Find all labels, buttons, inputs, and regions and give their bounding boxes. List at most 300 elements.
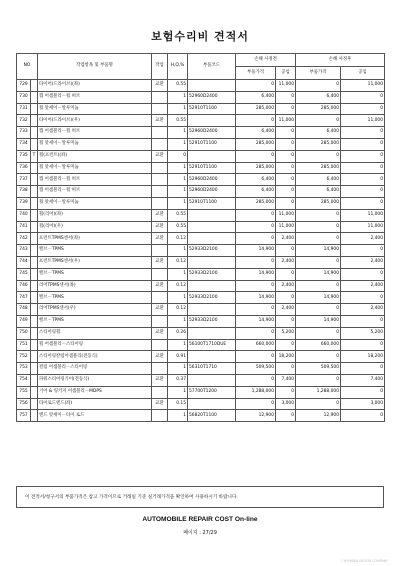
cell-item: 휠 앗세이－알루미늄 (38, 103, 152, 115)
cell-lb: 5,200 (276, 327, 296, 339)
cell-pa: 0 (296, 80, 341, 92)
cell-pa: 0 (296, 398, 341, 410)
cell-pa: 285,000 (296, 103, 341, 115)
cell-item: 밸브－TPMS (38, 315, 152, 327)
cell-hq: 1 (168, 162, 188, 174)
cell-pb: 6,400 (236, 91, 276, 103)
cell-no: 744 (17, 256, 31, 268)
cell-pa: 285,000 (296, 197, 341, 209)
cell-work: 교환 (152, 150, 168, 162)
cell-no: 735 (17, 150, 31, 162)
cell-code: 52960D2400 (188, 91, 236, 103)
cell-la: 5,200 (341, 327, 385, 339)
cell-no: 741 (17, 221, 31, 233)
cell-work (152, 138, 168, 150)
cell-no: 742 (17, 233, 31, 245)
cell-item: 휠 앗세이－알루미늄 (38, 162, 152, 174)
cell-mark (31, 221, 38, 233)
cell-pb: 285,000 (236, 162, 276, 174)
cell-hq: 0.12 (168, 280, 188, 292)
cell-lb: 0 (276, 150, 296, 162)
cell-item: 캡 어셈블리－휠 허브 (38, 174, 152, 186)
cell-hq: 1 (168, 339, 188, 351)
table-row (17, 280, 385, 292)
cell-pa: 12,900 (296, 410, 341, 422)
estimate-table (16, 53, 385, 422)
cell-la: 11,000 (341, 221, 385, 233)
table-row (17, 186, 385, 198)
cell-pb: 0 (236, 150, 276, 162)
cell-work (152, 292, 168, 304)
cell-lb: 0 (276, 339, 296, 351)
table-row (17, 127, 385, 139)
table-row (17, 327, 385, 339)
cell-hq: 1 (168, 292, 188, 304)
cell-la: 0 (341, 174, 385, 186)
table-row (17, 351, 385, 363)
cell-code (188, 209, 236, 221)
cell-pa: 14,900 (296, 292, 341, 304)
cell-lb: 0 (276, 268, 296, 280)
cell-code (188, 327, 236, 339)
table-row (17, 174, 385, 186)
table-row (17, 363, 385, 375)
cell-pa: 0 (296, 280, 341, 292)
cell-item: 타이로드엔드(좌) (38, 398, 152, 410)
watermark: ⓒHYUNDAI MOTOR COMPANY (340, 559, 388, 563)
cell-item: 컬럼 어셈블리－스티어링 (38, 363, 152, 375)
cell-lb: 0 (276, 315, 296, 327)
cell-work (152, 91, 168, 103)
table-row (17, 197, 385, 209)
cell-code: 52933D2100 (188, 292, 236, 304)
cell-work: 교환 (152, 256, 168, 268)
cell-code (188, 351, 236, 363)
cell-pb: 0 (236, 80, 276, 92)
cell-code (188, 150, 236, 162)
cell-hq: 1 (168, 197, 188, 209)
cell-code: 52910T1100 (188, 138, 236, 150)
cell-lb: 0 (276, 410, 296, 422)
cell-pb: 0 (236, 221, 276, 233)
cell-item: 휠(리어)(좌) (38, 209, 152, 221)
table-row (17, 138, 385, 150)
cell-pa: 509,500 (296, 363, 341, 375)
cell-mark (31, 363, 38, 375)
cell-work (152, 197, 168, 209)
cell-lb: 11,000 (276, 209, 296, 221)
cell-hq: 0.91 (168, 351, 188, 363)
cell-mark (31, 327, 38, 339)
cell-no: 751 (17, 339, 31, 351)
cell-pb: 0 (236, 280, 276, 292)
cell-la: 0 (341, 162, 385, 174)
cell-no: 732 (17, 115, 31, 127)
cell-code (188, 80, 236, 92)
cell-la: 0 (341, 91, 385, 103)
table-row (17, 233, 385, 245)
cell-mark (31, 80, 38, 92)
cell-lb: 0 (276, 174, 296, 186)
cell-pa: 0 (296, 327, 341, 339)
cell-code: 56820T1100 (188, 410, 236, 422)
cell-mark (31, 339, 38, 351)
cell-hq: 1 (168, 91, 188, 103)
cell-la: 0 (341, 410, 385, 422)
cell-no: 731 (17, 103, 31, 115)
cell-mark (31, 233, 38, 245)
cell-work (152, 162, 168, 174)
cell-lb: 0 (276, 186, 296, 198)
cell-code: 52960D2400 (188, 186, 236, 198)
cell-mark (31, 186, 38, 198)
cell-item: 휠(프런트)(좌) (38, 150, 152, 162)
cell-pa: 1,288,000 (296, 386, 341, 398)
cell-pb: 660,000 (236, 339, 276, 351)
cell-mark (31, 292, 38, 304)
cell-work: 교환 (152, 398, 168, 410)
cell-mark (31, 398, 38, 410)
table-row (17, 221, 385, 233)
table-row (17, 245, 385, 257)
cell-hq: 0.12 (168, 304, 188, 316)
cell-code (188, 221, 236, 233)
cell-hq: 0.15 (168, 398, 188, 410)
cell-work: 교환 (152, 351, 168, 363)
cell-mark (31, 410, 38, 422)
cell-item: 타이어(드라이브)(우) (38, 115, 152, 127)
cell-pb: 0 (236, 256, 276, 268)
footer-title: AUTOMOBILE REPAIR COST On-line (142, 516, 258, 523)
cell-work (152, 174, 168, 186)
cell-pb: 285,000 (236, 138, 276, 150)
table-body (17, 80, 385, 422)
cell-no: 733 (17, 127, 31, 139)
cell-code: 52910T1100 (188, 197, 236, 209)
cell-no: 753 (17, 363, 31, 375)
cell-lb: 0 (276, 386, 296, 398)
cell-no: 748 (17, 304, 31, 316)
cell-pa: 0 (296, 209, 341, 221)
table-row (17, 256, 385, 268)
cell-mark: T (31, 150, 38, 162)
cell-pb: 0 (236, 233, 276, 245)
cell-la: 0 (341, 197, 385, 209)
disclaimer-note: 이 견적서/청구서의 부품가격은 참고 가격이므로 거래일 기준 실거래가격을 확인하여 사용하시기 바랍니다. (16, 486, 384, 508)
header-work: 작업 (152, 54, 168, 80)
cell-hq: 1 (168, 410, 188, 422)
cell-hq: 1 (168, 138, 188, 150)
cell-pb: 6,400 (236, 186, 276, 198)
header-part-price-before: 부품가격 (236, 67, 276, 80)
cell-la: 0 (341, 339, 385, 351)
cell-work (152, 363, 168, 375)
cell-la: 0 (341, 103, 385, 115)
table-row (17, 339, 385, 351)
cell-item: 타이어(드라이브)(좌) (38, 80, 152, 92)
header-part-price-after: 부품가격 (296, 67, 341, 80)
cell-la: 2,400 (341, 304, 385, 316)
cell-no: 752 (17, 351, 31, 363)
cell-lb: 0 (276, 363, 296, 375)
cell-mark (31, 304, 38, 316)
cell-work: 교환 (152, 221, 168, 233)
cell-pb: 6,400 (236, 127, 276, 139)
header-labor-before: 공임 (276, 67, 296, 80)
cell-pa: 6,400 (296, 174, 341, 186)
cell-work (152, 127, 168, 139)
table-row (17, 209, 385, 221)
cell-no: 739 (17, 197, 31, 209)
cell-no: 745 (17, 268, 31, 280)
cell-code: 52960D2400 (188, 127, 236, 139)
cell-work (152, 410, 168, 422)
cell-pa: 0 (296, 221, 341, 233)
cell-work (152, 186, 168, 198)
cell-work (152, 386, 168, 398)
cell-lb: 11,000 (276, 80, 296, 92)
cell-lb: 0 (276, 292, 296, 304)
cell-hq: 0.12 (168, 233, 188, 245)
cell-pb: 14,900 (236, 315, 276, 327)
table-row (17, 315, 385, 327)
cell-code: 52933D2100 (188, 315, 236, 327)
cell-work: 교환 (152, 327, 168, 339)
page-title: 보험수리비 견적서 (151, 30, 249, 43)
cell-no: 749 (17, 315, 31, 327)
cell-la: 0 (341, 268, 385, 280)
cell-lb: 2,400 (276, 304, 296, 316)
cell-no: 747 (17, 292, 31, 304)
cell-hq: 0.55 (168, 80, 188, 92)
cell-item: 밸브－TPMS (38, 292, 152, 304)
cell-lb: 3,000 (276, 398, 296, 410)
cell-pb: 0 (236, 374, 276, 386)
cell-item: 휠 어셈블리－스티어링 (38, 339, 152, 351)
table-row (17, 268, 385, 280)
cell-pb: 0 (236, 209, 276, 221)
cell-pb: 14,900 (236, 245, 276, 257)
cell-no: 737 (17, 174, 31, 186)
cell-code (188, 280, 236, 292)
cell-mark (31, 138, 38, 150)
cell-hq: 0.26 (168, 327, 188, 339)
cell-mark (31, 351, 38, 363)
cell-lb: 0 (276, 127, 296, 139)
cell-hq: 1 (168, 245, 188, 257)
cell-work: 교환 (152, 80, 168, 92)
table-row (17, 115, 385, 127)
cell-pa: 0 (296, 351, 341, 363)
cell-hq: 1 (168, 103, 188, 115)
cell-item: 스티어링휠 (38, 327, 152, 339)
table-row (17, 386, 385, 398)
cell-hq: 0.55 (168, 221, 188, 233)
cell-item: 휠(리어)(우) (38, 221, 152, 233)
cell-pa: 0 (296, 304, 341, 316)
cell-item: 캡 어셈블리－휠 허브 (38, 91, 152, 103)
cell-hq: 0.55 (168, 209, 188, 221)
cell-mark (31, 174, 38, 186)
cell-item: 휠 앗세이－알루미늄 (38, 138, 152, 150)
cell-pb: 285,000 (236, 103, 276, 115)
cell-la: 7,400 (341, 374, 385, 386)
cell-pb: 0 (236, 351, 276, 363)
cell-pb: 14,900 (236, 268, 276, 280)
cell-item: 리어TPMS센서(우) (38, 304, 152, 316)
cell-mark (31, 91, 38, 103)
table-row (17, 410, 385, 422)
cell-la: 0 (341, 292, 385, 304)
cell-work (152, 339, 168, 351)
cell-work (152, 268, 168, 280)
cell-la: 0 (341, 315, 385, 327)
cell-pb: 12,900 (236, 410, 276, 422)
cell-mark (31, 127, 38, 139)
cell-item: 캡 어셈블리－휠 허브 (38, 186, 152, 198)
table-row (17, 292, 385, 304)
cell-no: 738 (17, 186, 31, 198)
cell-mark (31, 162, 38, 174)
cell-la: 11,000 (341, 80, 385, 92)
cell-lb: 0 (276, 197, 296, 209)
cell-la: 0 (341, 363, 385, 375)
cell-code (188, 233, 236, 245)
cell-la: 0 (341, 386, 385, 398)
cell-no: 746 (17, 280, 31, 292)
cell-mark (31, 115, 38, 127)
cell-la: 0 (341, 245, 385, 257)
cell-code: 52960D2400 (188, 174, 236, 186)
cell-pa: 14,900 (296, 268, 341, 280)
cell-item: 기어 & 링키지 어셈블리－MDPS (38, 386, 152, 398)
cell-mark (31, 315, 38, 327)
cell-code (188, 374, 236, 386)
cell-la: 11,000 (341, 115, 385, 127)
cell-la: 0 (341, 138, 385, 150)
cell-pa: 6,400 (296, 127, 341, 139)
cell-item: 밸브－TPMS (38, 268, 152, 280)
cell-lb: 0 (276, 162, 296, 174)
cell-work: 교환 (152, 233, 168, 245)
cell-item: 파워스티어링기어(전동식) (38, 374, 152, 386)
cell-la: 2,400 (341, 280, 385, 292)
cell-pb: 0 (236, 398, 276, 410)
cell-pa: 14,900 (296, 245, 341, 257)
cell-la: 18,200 (341, 351, 385, 363)
cell-la: 2,400 (341, 256, 385, 268)
cell-pb: 0 (236, 304, 276, 316)
cell-pa: 0 (296, 150, 341, 162)
header-item: 작업항목 및 부품명 (38, 54, 152, 80)
cell-work: 교환 (152, 280, 168, 292)
cell-lb: 0 (276, 103, 296, 115)
cell-item: 스티어링칼럼어셈블리(전동식) (38, 351, 152, 363)
cell-work (152, 245, 168, 257)
header-labor-after: 공임 (341, 67, 385, 80)
cell-no: 740 (17, 209, 31, 221)
header-before: 손해 사정전 (236, 54, 296, 67)
cell-item: 휠 앗세이－알루미늄 (38, 197, 152, 209)
cell-pb: 0 (236, 327, 276, 339)
cell-work (152, 103, 168, 115)
cell-lb: 11,000 (276, 115, 296, 127)
cell-mark (31, 245, 38, 257)
cell-code: 56310T1710 (188, 363, 236, 375)
cell-code: 57700T1200 (188, 386, 236, 398)
cell-code: 52910T1100 (188, 162, 236, 174)
cell-lb: 18,200 (276, 351, 296, 363)
cell-la: 2,400 (341, 233, 385, 245)
cell-no: 743 (17, 245, 31, 257)
cell-item: 리어TPMS센서(좌) (38, 280, 152, 292)
cell-no: 754 (17, 374, 31, 386)
table-row (17, 80, 385, 92)
cell-la: 0 (341, 127, 385, 139)
table-row (17, 398, 385, 410)
cell-hq: 1 (168, 268, 188, 280)
cell-hq: 1 (168, 363, 188, 375)
cell-la: 11,000 (341, 209, 385, 221)
cell-mark (31, 374, 38, 386)
cell-hq: 0.55 (168, 115, 188, 127)
cell-no: 734 (17, 138, 31, 150)
header-hq: H,Q,% (168, 54, 188, 80)
cell-code (188, 398, 236, 410)
cell-code (188, 256, 236, 268)
cell-no: 750 (17, 327, 31, 339)
cell-pa: 0 (296, 115, 341, 127)
cell-hq: 0.37 (168, 374, 188, 386)
cell-pb: 0 (236, 115, 276, 127)
cell-pa: 285,000 (296, 162, 341, 174)
cell-hq: 0 (168, 150, 188, 162)
cell-work: 교환 (152, 115, 168, 127)
cell-work: 교환 (152, 209, 168, 221)
cell-item: 엔드 앗세이－타이 로드 (38, 410, 152, 422)
cell-no: 755 (17, 386, 31, 398)
cell-pa: 6,400 (296, 186, 341, 198)
cell-item: 프런트TPMS센서(우) (38, 256, 152, 268)
cell-pb: 285,000 (236, 197, 276, 209)
cell-mark (31, 197, 38, 209)
table-row (17, 162, 385, 174)
cell-la: 0 (341, 150, 385, 162)
cell-pa: 14,900 (296, 315, 341, 327)
cell-hq: 1 (168, 127, 188, 139)
cell-mark (31, 268, 38, 280)
cell-lb: 0 (276, 91, 296, 103)
page-number: 페이지 : 27/29 (183, 530, 217, 536)
cell-la: 0 (341, 186, 385, 198)
table-row (17, 374, 385, 386)
table-row (17, 150, 385, 162)
cell-hq: 0.12 (168, 256, 188, 268)
cell-hq: 1 (168, 186, 188, 198)
cell-lb: 2,400 (276, 280, 296, 292)
cell-pb: 1,288,000 (236, 386, 276, 398)
cell-work: 교환 (152, 374, 168, 386)
cell-no: 729 (17, 80, 31, 92)
cell-pa: 0 (296, 256, 341, 268)
cell-pb: 14,900 (236, 292, 276, 304)
table-row (17, 103, 385, 115)
cell-lb: 2,400 (276, 256, 296, 268)
cell-pb: 6,400 (236, 174, 276, 186)
cell-mark (31, 103, 38, 115)
cell-lb: 0 (276, 245, 296, 257)
cell-lb: 2,400 (276, 233, 296, 245)
